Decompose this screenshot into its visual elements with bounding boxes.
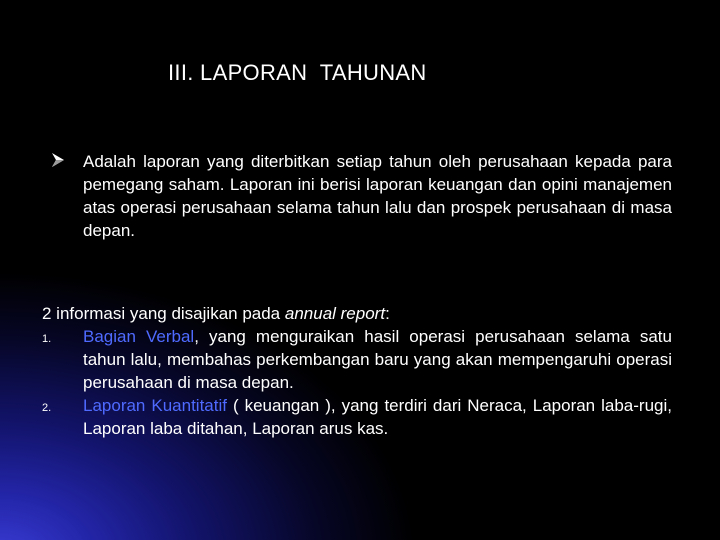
info-intro-italic: annual report bbox=[284, 304, 386, 323]
info-intro-prefix: 2 informasi yang disajikan pada bbox=[42, 304, 285, 323]
list-item-term: Laporan Kuantitatif bbox=[83, 396, 227, 415]
list-item bbox=[42, 394, 672, 440]
definition-text: Adalah laporan yang diterbitkan setiap tahun oleh perusahaan kepada para pemegang saham. Laporan ini berisi laporan keuangan dan opini manajemen atas operasi perusahaan selama tahun lalu dan prospek perusahaan di masa depan. bbox=[83, 152, 672, 240]
list-item-number: 2. bbox=[42, 402, 52, 414]
slide-title: III. LAPORAN TAHUNAN bbox=[168, 60, 427, 85]
list-item-term: Bagian Verbal bbox=[83, 327, 195, 346]
arrow-bullet-icon bbox=[51, 152, 65, 168]
info-intro-suffix: : bbox=[385, 304, 390, 323]
list-item-text: ( keuangan ), yang terdiri dari Neraca, Laporan laba-rugi, Laporan laba ditahan, Laporan arus kas. bbox=[83, 396, 672, 438]
list-item-text: , yang menguraikan hasil operasi perusahaan selama satu tahun lalu, membahas perkembangan baru yang akan mempengaruhi operasi perusahaan di masa depan. bbox=[83, 327, 672, 392]
info-intro bbox=[42, 302, 672, 325]
list-item-number: 1. bbox=[42, 333, 52, 345]
definition-bullet bbox=[42, 150, 672, 242]
list-item bbox=[42, 325, 672, 394]
annual-report-info bbox=[42, 302, 672, 440]
